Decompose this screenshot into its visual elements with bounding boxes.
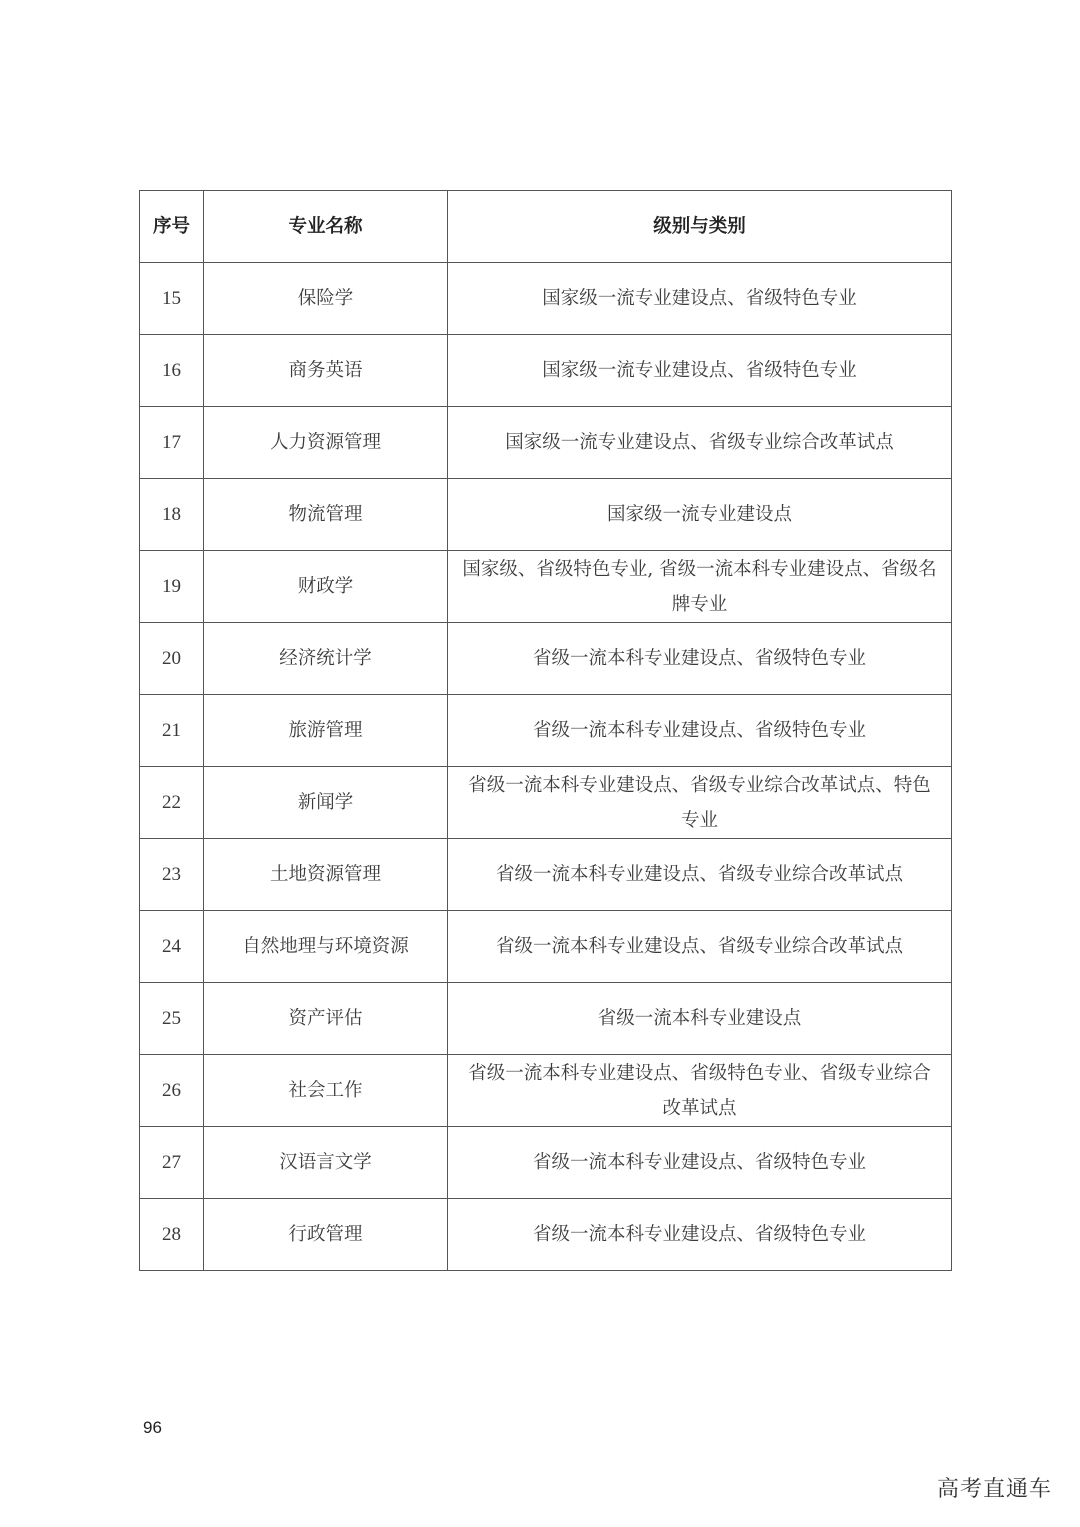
row-index: 17 bbox=[140, 407, 204, 479]
row-major-name: 商务英语 bbox=[204, 335, 448, 407]
row-index: 22 bbox=[140, 767, 204, 839]
page-number: 96 bbox=[143, 1418, 162, 1437]
table-row bbox=[140, 407, 952, 479]
row-index: 21 bbox=[140, 695, 204, 767]
row-major-name: 资产评估 bbox=[204, 983, 448, 1055]
row-index: 16 bbox=[140, 335, 204, 407]
row-index: 20 bbox=[140, 623, 204, 695]
row-level-category: 省级一流本科专业建设点、省级特色专业、省级专业综合改革试点 bbox=[448, 1055, 952, 1127]
header-major-name: 专业名称 bbox=[204, 191, 448, 263]
table-row bbox=[140, 983, 952, 1055]
row-level-category: 国家级一流专业建设点、省级特色专业 bbox=[448, 335, 952, 407]
row-level-category: 省级一流本科专业建设点、省级特色专业 bbox=[448, 695, 952, 767]
row-index: 27 bbox=[140, 1127, 204, 1199]
row-major-name: 人力资源管理 bbox=[204, 407, 448, 479]
row-major-name: 自然地理与环境资源 bbox=[204, 911, 448, 983]
row-major-name: 行政管理 bbox=[204, 1199, 448, 1271]
row-index: 15 bbox=[140, 263, 204, 335]
row-index: 25 bbox=[140, 983, 204, 1055]
table-row bbox=[140, 623, 952, 695]
table-row bbox=[140, 1199, 952, 1271]
row-index: 28 bbox=[140, 1199, 204, 1271]
row-level-category: 国家级、省级特色专业, 省级一流本科专业建设点、省级名牌专业 bbox=[448, 551, 952, 623]
table-row bbox=[140, 839, 952, 911]
row-index: 26 bbox=[140, 1055, 204, 1127]
row-major-name: 新闻学 bbox=[204, 767, 448, 839]
row-level-category: 国家级一流专业建设点、省级特色专业 bbox=[448, 263, 952, 335]
watermark: 高考直通车 bbox=[936, 1477, 1052, 1502]
row-level-category: 省级一流本科专业建设点、省级专业综合改革试点、特色专业 bbox=[448, 767, 952, 839]
table-row bbox=[140, 551, 952, 623]
row-major-name: 汉语言文学 bbox=[204, 1127, 448, 1199]
table-row bbox=[140, 695, 952, 767]
row-level-category: 省级一流本科专业建设点、省级特色专业 bbox=[448, 1199, 952, 1271]
row-level-category: 国家级一流专业建设点 bbox=[448, 479, 952, 551]
row-major-name: 物流管理 bbox=[204, 479, 448, 551]
table-row bbox=[140, 911, 952, 983]
row-major-name: 旅游管理 bbox=[204, 695, 448, 767]
row-index: 19 bbox=[140, 551, 204, 623]
row-level-category: 国家级一流专业建设点、省级专业综合改革试点 bbox=[448, 407, 952, 479]
row-level-category: 省级一流本科专业建设点 bbox=[448, 983, 952, 1055]
header-level-category: 级别与类别 bbox=[448, 191, 952, 263]
table-row bbox=[140, 1055, 952, 1127]
row-index: 18 bbox=[140, 479, 204, 551]
table-row bbox=[140, 767, 952, 839]
row-index: 23 bbox=[140, 839, 204, 911]
row-major-name: 社会工作 bbox=[204, 1055, 448, 1127]
row-level-category: 省级一流本科专业建设点、省级特色专业 bbox=[448, 1127, 952, 1199]
row-index: 24 bbox=[140, 911, 204, 983]
table-row bbox=[140, 1127, 952, 1199]
majors-table bbox=[139, 190, 952, 1271]
row-level-category: 省级一流本科专业建设点、省级特色专业 bbox=[448, 623, 952, 695]
header-index: 序号 bbox=[140, 191, 204, 263]
row-major-name: 保险学 bbox=[204, 263, 448, 335]
table-row bbox=[140, 335, 952, 407]
table-row bbox=[140, 263, 952, 335]
row-major-name: 土地资源管理 bbox=[204, 839, 448, 911]
table-header-row bbox=[140, 191, 952, 263]
row-major-name: 经济统计学 bbox=[204, 623, 448, 695]
row-level-category: 省级一流本科专业建设点、省级专业综合改革试点 bbox=[448, 839, 952, 911]
row-level-category: 省级一流本科专业建设点、省级专业综合改革试点 bbox=[448, 911, 952, 983]
row-major-name: 财政学 bbox=[204, 551, 448, 623]
table-row bbox=[140, 479, 952, 551]
